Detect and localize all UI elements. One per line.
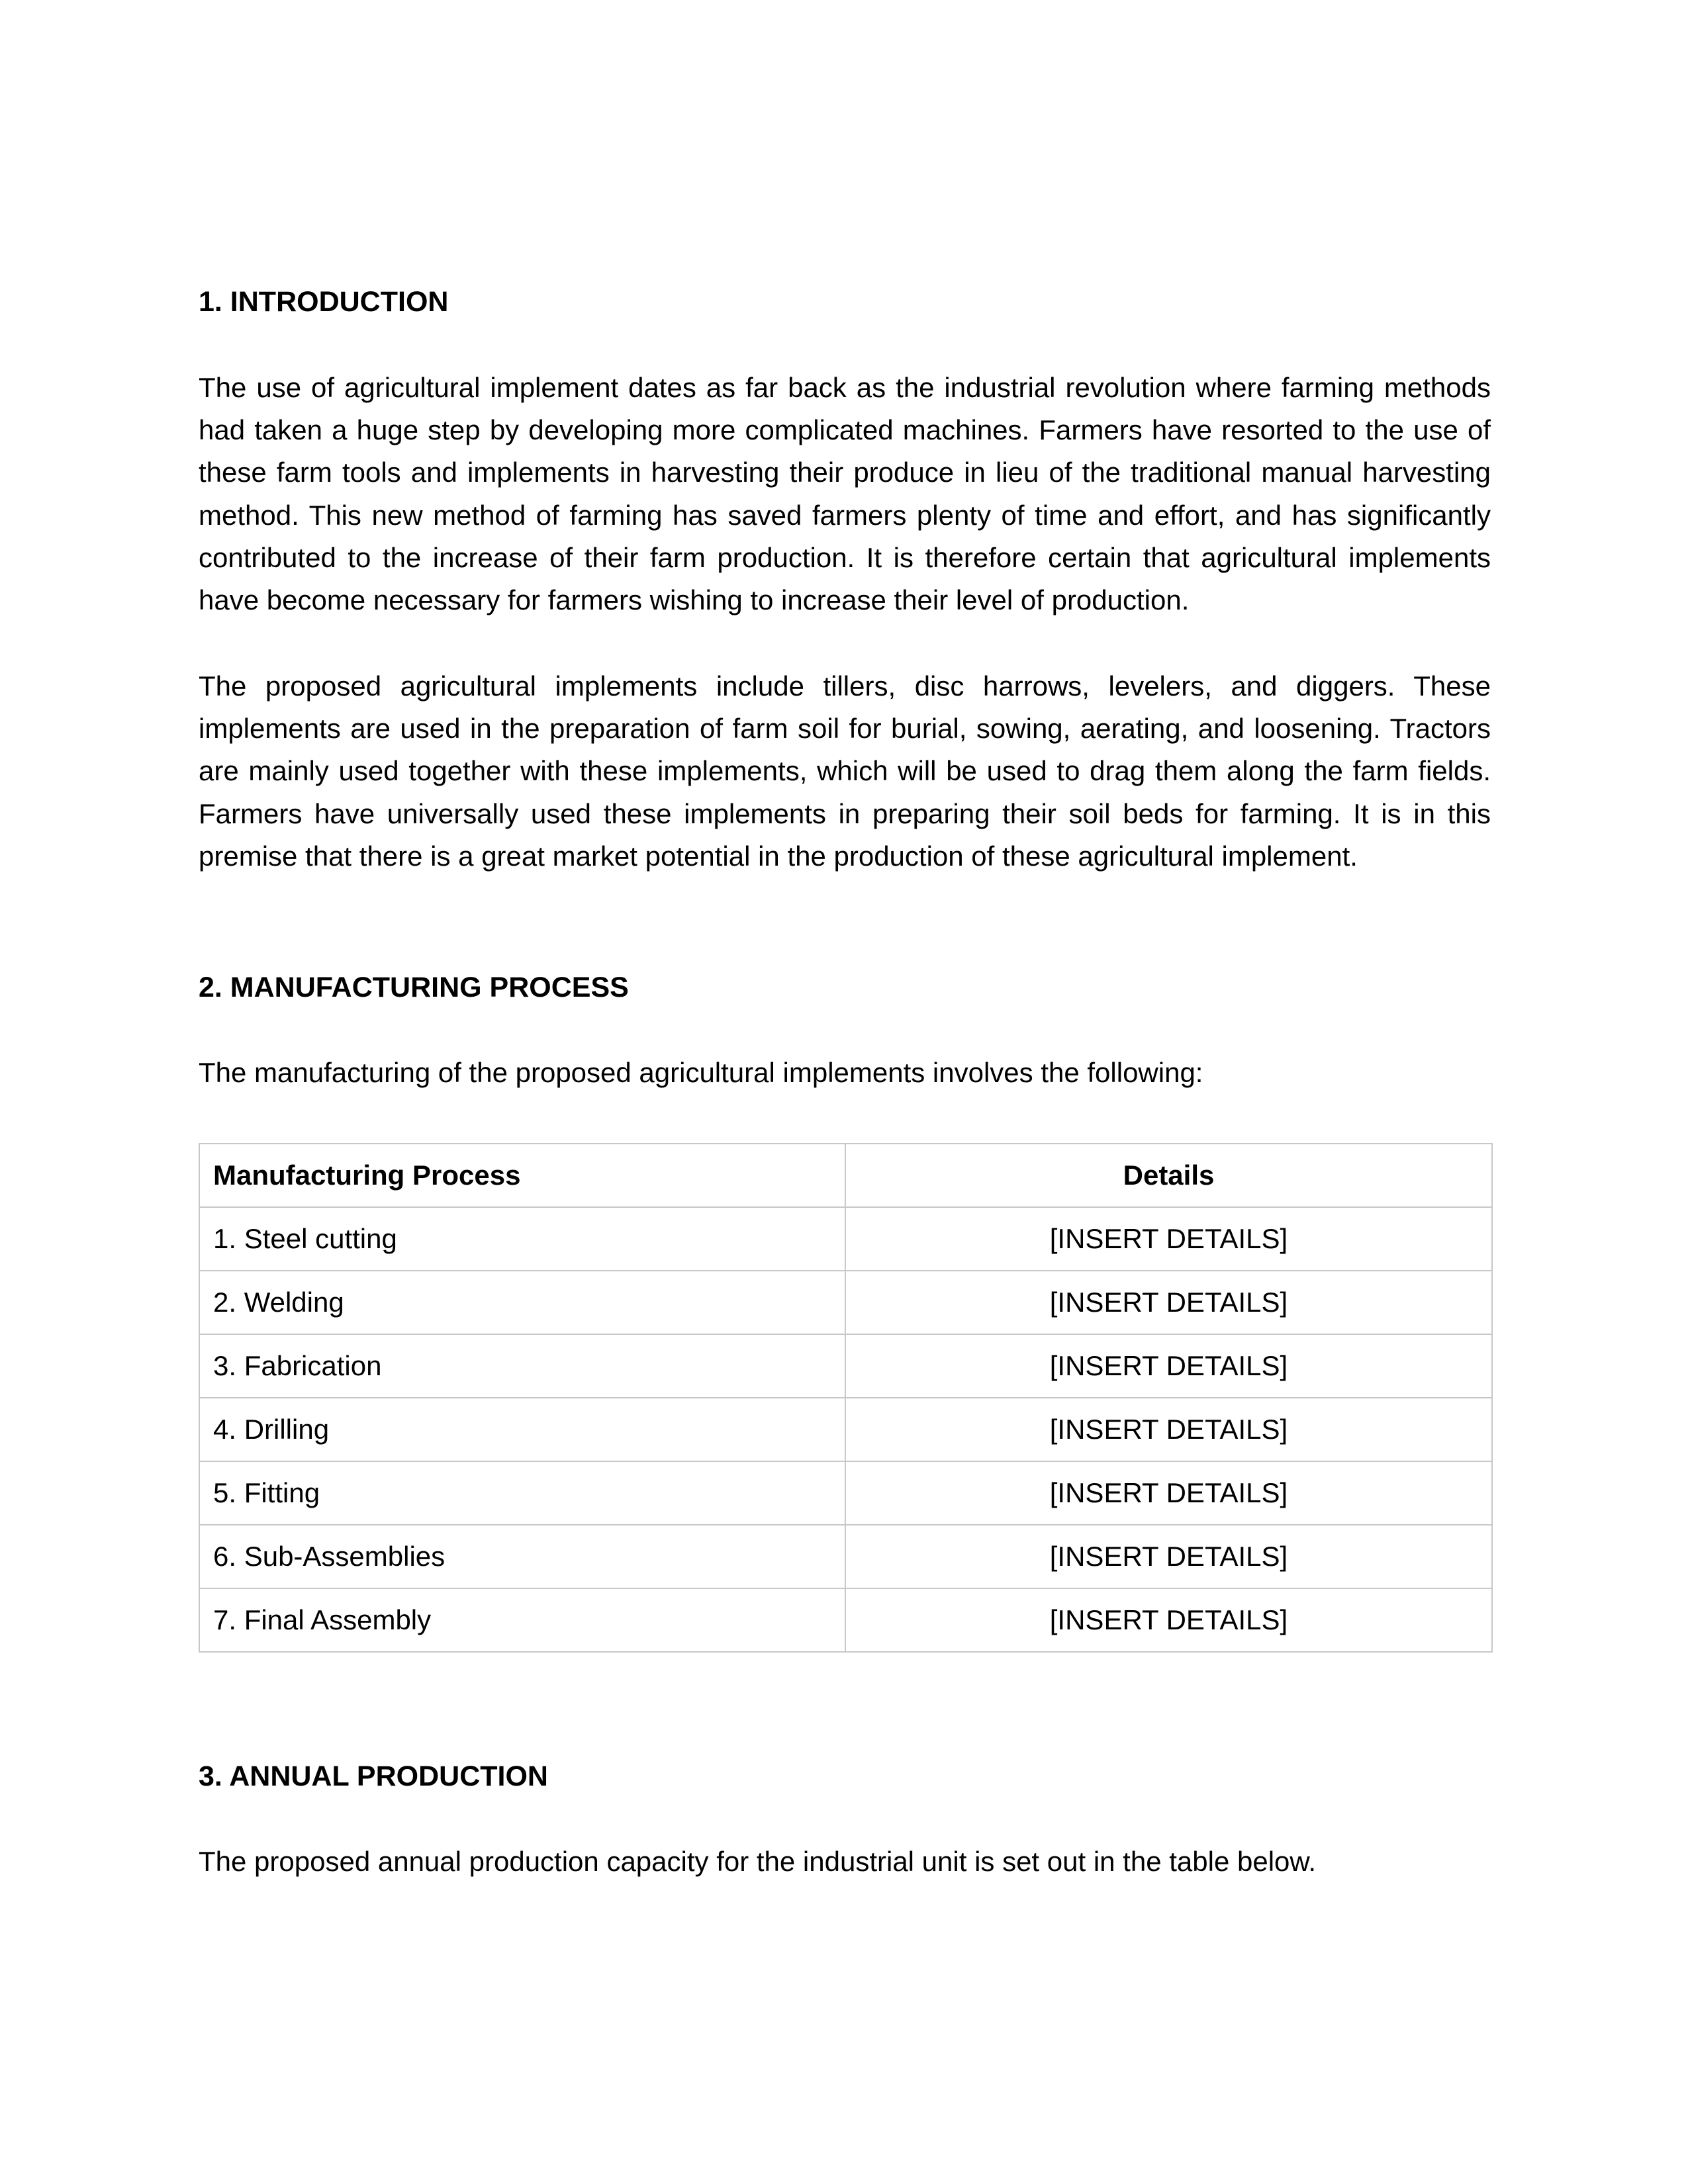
section-heading-introduction: 1. INTRODUCTION bbox=[199, 286, 449, 318]
process-cell: 7. Final Assembly bbox=[199, 1588, 845, 1652]
table-row bbox=[199, 1398, 1492, 1461]
process-cell: 5. Fitting bbox=[199, 1461, 845, 1525]
column-header-process: Manufacturing Process bbox=[199, 1144, 845, 1207]
process-cell: 4. Drilling bbox=[199, 1398, 845, 1461]
table-row bbox=[199, 1525, 1492, 1588]
table-row bbox=[199, 1271, 1492, 1334]
intro-paragraph-1: The use of agricultural implement dates as far back as the industrial revolution where farming methods had taken a huge step by developing more complicated machines. Farmers have resorted to the use of these farm tools and implements in harvesting their produce in lieu of the traditional manual harvesting method. This new method of farming has saved farmers plenty of time and effort, and has significantly contributed to the increase of their farm production. It is therefore certain that agricultural implements have become necessary for farmers wishing to increase their level of production. bbox=[199, 372, 1491, 616]
document-page bbox=[199, 0, 1491, 2184]
table-header-row bbox=[199, 1144, 1492, 1207]
intro-paragraph-2: The proposed agricultural implements include tillers, disc harrows, levelers, and diggers. These implements are used in the preparation of farm soil for burial, sowing, aerating, and loosening. Tractors are mainly used together with these implements, which will be used to drag them along the farm fields. Farmers have universally used these implements in preparing their soil beds for farming. It is in this premise that there is a great market potential in the production of these agricultural implement. bbox=[199, 670, 1491, 872]
details-cell: [INSERT DETAILS] bbox=[845, 1525, 1492, 1588]
manufacturing-process-table bbox=[199, 1143, 1493, 1653]
table-row bbox=[199, 1588, 1492, 1652]
details-cell: [INSERT DETAILS] bbox=[845, 1588, 1492, 1652]
details-cell: [INSERT DETAILS] bbox=[845, 1271, 1492, 1334]
process-cell: 6. Sub-Assemblies bbox=[199, 1525, 845, 1588]
process-cell: 2. Welding bbox=[199, 1271, 845, 1334]
table-row bbox=[199, 1461, 1492, 1525]
details-cell: [INSERT DETAILS] bbox=[845, 1334, 1492, 1398]
details-cell: [INSERT DETAILS] bbox=[845, 1398, 1492, 1461]
section-heading-annual-production: 3. ANNUAL PRODUCTION bbox=[199, 1760, 548, 1792]
table-row bbox=[199, 1334, 1492, 1398]
section-heading-manufacturing-process: 2. MANUFACTURING PROCESS bbox=[199, 972, 629, 1003]
process-cell: 3. Fabrication bbox=[199, 1334, 845, 1398]
details-cell: [INSERT DETAILS] bbox=[845, 1207, 1492, 1271]
process-cell: 1. Steel cutting bbox=[199, 1207, 845, 1271]
manufacturing-intro-text: The manufacturing of the proposed agricultural implements involves the following: bbox=[199, 1057, 1203, 1088]
annual-production-intro-text: The proposed annual production capacity for the industrial unit is set out in the table below. bbox=[199, 1846, 1317, 1877]
table-row bbox=[199, 1207, 1492, 1271]
column-header-details: Details bbox=[845, 1144, 1492, 1207]
details-cell: [INSERT DETAILS] bbox=[845, 1461, 1492, 1525]
